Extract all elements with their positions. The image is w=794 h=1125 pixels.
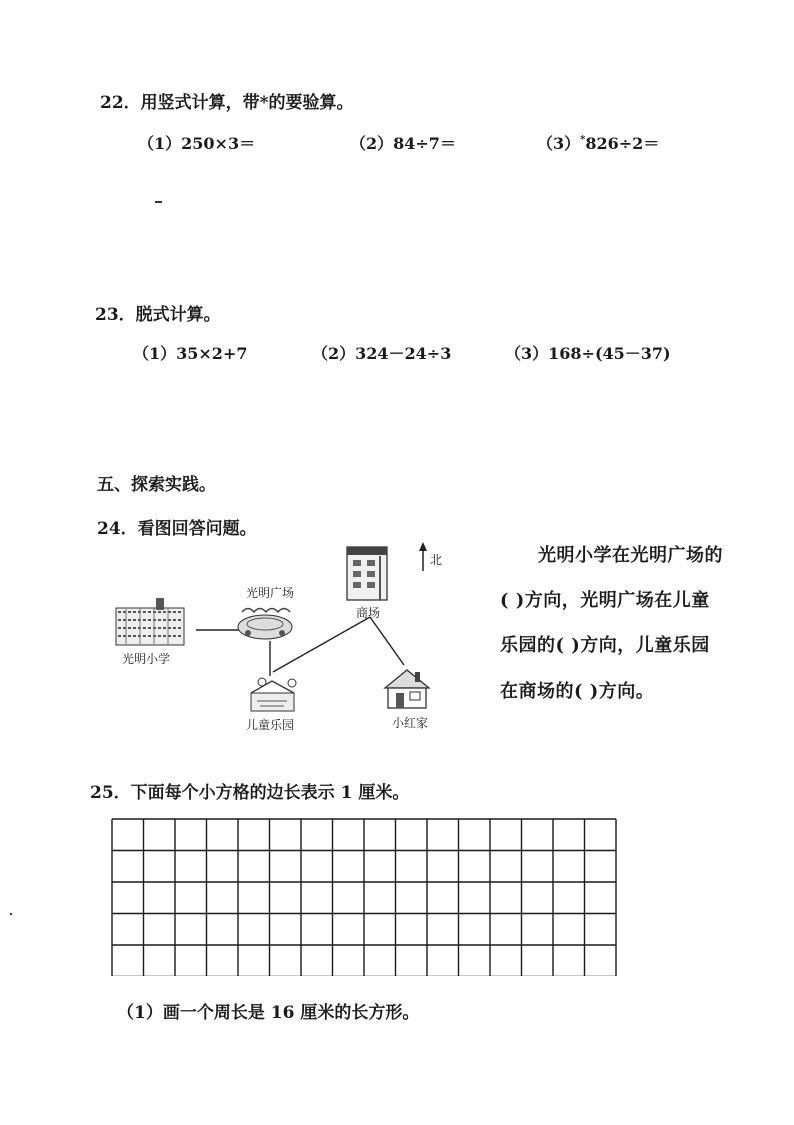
q22-item-3-number: （3） [537,134,581,153]
q23-title: 23．脱式计算。 [95,305,221,325]
map-label-plaza: 光明广场 [246,586,295,600]
map-label-playground: 儿童乐园 [246,718,295,732]
q22-item-2: （2）84÷7＝ [350,134,456,153]
q22-item-1: （1）250×3＝ [138,134,256,153]
north-arrow-icon [419,542,427,571]
scan-speck [10,913,12,915]
section5-title: 五、探索实践。 [97,475,216,495]
q24-text-line-2: ( )方向，光明广场在儿童 [500,590,710,611]
q22-item-3-expression: 826÷2＝ [585,134,660,153]
q23-item-2: （2）324－24÷3 [312,344,452,363]
q24-text-line-4: 在商场的( )方向。 [500,681,655,702]
q24-text-line-1: 光明小学在光明广场的 [538,545,723,566]
q24-text-line-3: 乐园的( )方向，儿童乐园 [500,635,710,656]
map-label-home: 小红家 [392,716,429,730]
playground-icon [251,678,296,711]
map-label-school: 光明小学 [122,652,171,666]
plaza-icon [238,609,292,640]
house-icon [385,670,429,708]
square-grid [111,818,621,976]
verify-star: * [580,134,586,146]
mall-icon [347,547,387,600]
q23-item-3: （3）168÷(45－37) [505,344,671,363]
map-label-mall: 商场 [356,606,381,620]
q25-sub1: （1）画一个周长是 16 厘米的长方形。 [117,1003,420,1023]
q25-title: 25．下面每个小方格的边长表示 1 厘米。 [90,783,410,803]
q23-item-1: （1）35×2+7 [133,344,248,363]
school-icon [116,598,184,645]
q22-title: 22．用竖式计算，带*的要验算。 [100,93,354,113]
q24-title: 24．看图回答问题。 [97,519,257,539]
map-north-label: 北 [430,553,443,567]
